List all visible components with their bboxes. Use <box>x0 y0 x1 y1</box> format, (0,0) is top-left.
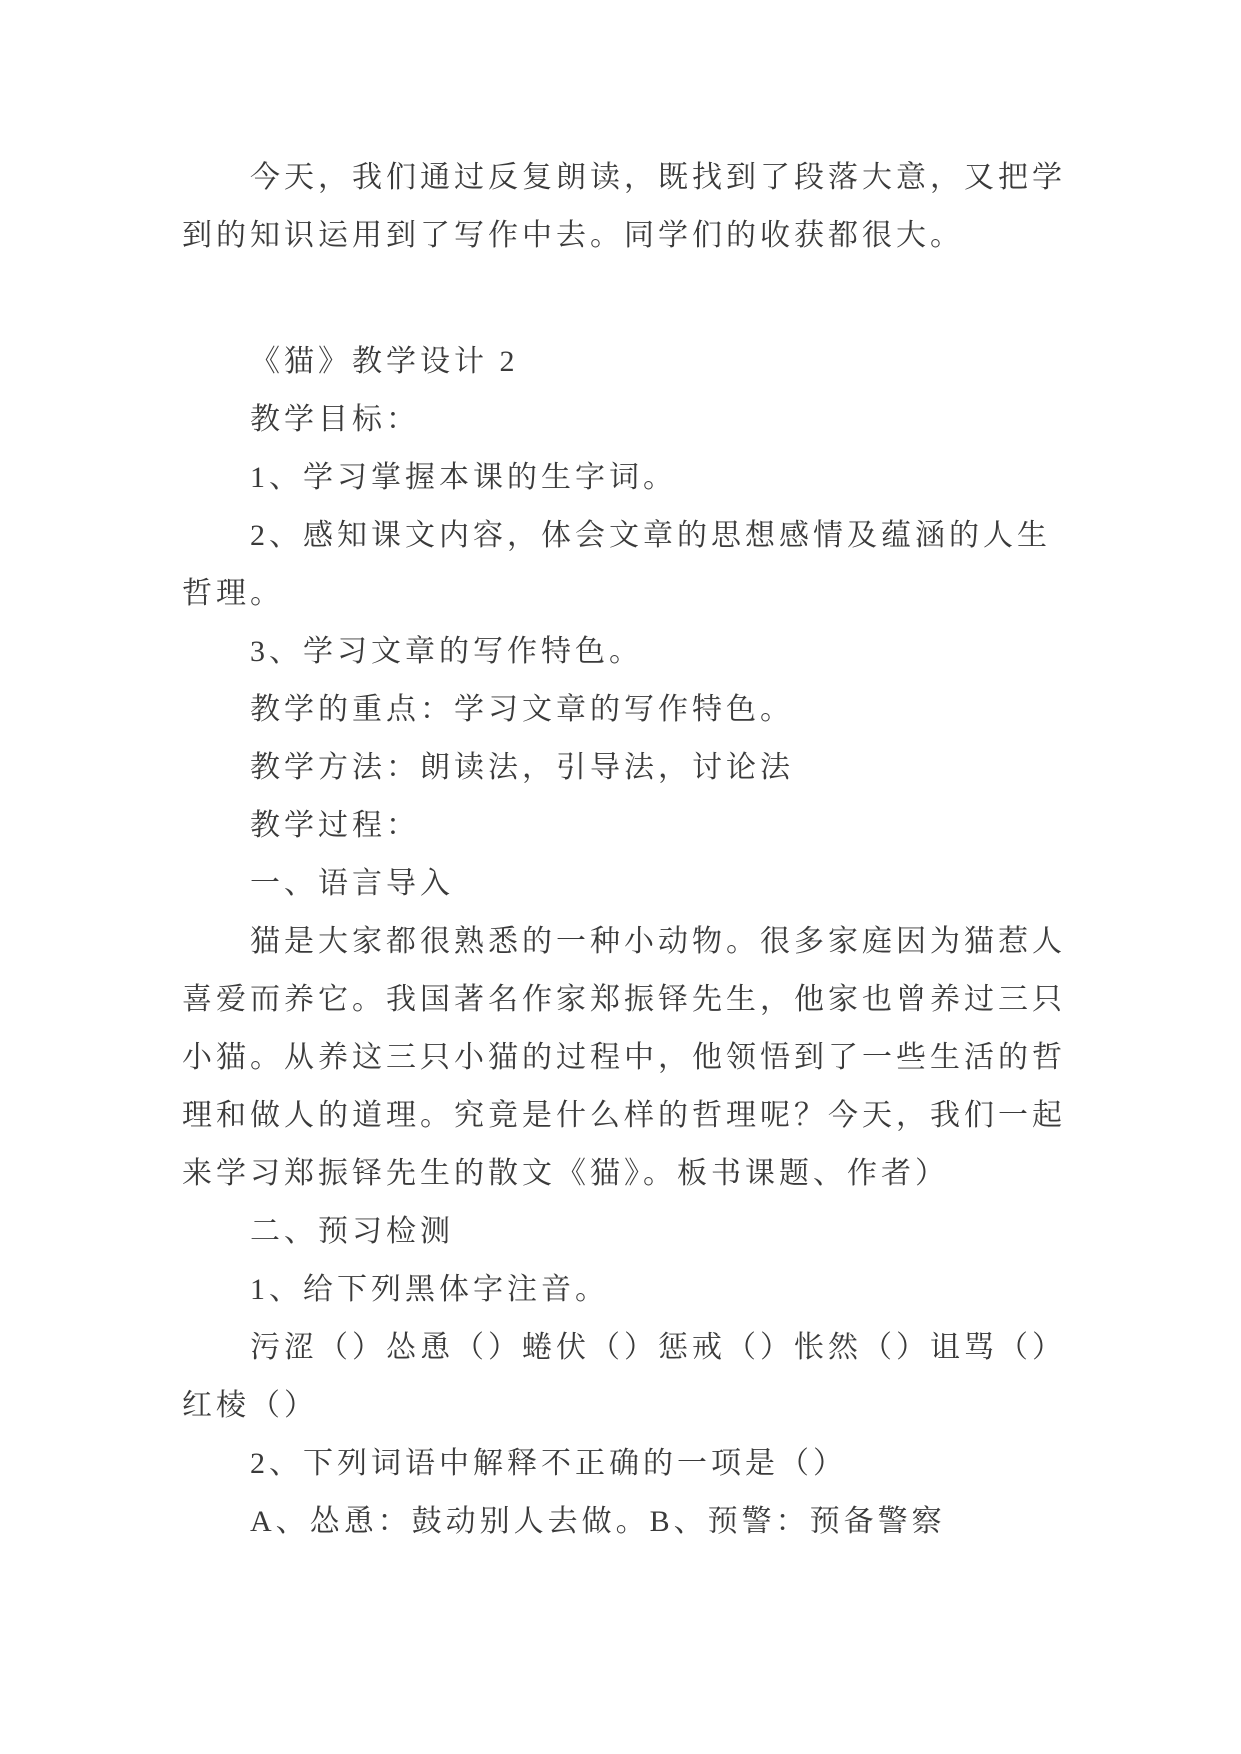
section-2-heading: 二、预习检测 <box>250 1215 454 1248</box>
quiz-item-1-words-line-2: 红棱（） <box>182 1389 318 1422</box>
paragraph-summary-line-1: 今天，我们通过反复朗读，既找到了段落大意，又把学 <box>250 161 1066 194</box>
teaching-process-heading: 教学过程： <box>250 809 420 842</box>
paragraph-summary-line-2: 到的知识运用到了写作中去。同学们的收获都很大。 <box>182 219 964 252</box>
document-lines <box>182 149 1102 1551</box>
goal-item-2-line-2: 哲理。 <box>182 577 284 610</box>
doc-title-line: 《猫》教学设计 2 <box>250 345 519 378</box>
intro-paragraph-line-3: 小猫。从养这三只小猫的过程中，他领悟到了一些生活的哲 <box>182 1041 1066 1074</box>
quiz-item-2-options: A、怂恿：鼓动别人去做。B、预警：预备警察 <box>250 1505 946 1538</box>
goal-item-3: 3、学习文章的写作特色。 <box>250 635 643 668</box>
teaching-methods-line: 教学方法：朗读法，引导法，讨论法 <box>250 751 794 784</box>
intro-paragraph-line-2: 喜爱而养它。我国著名作家郑振铎先生，他家也曾养过三只 <box>182 983 1066 1016</box>
quiz-item-1-prompt: 1、给下列黑体字注音。 <box>250 1273 609 1306</box>
teaching-goals-heading: 教学目标： <box>250 403 420 436</box>
blank-line <box>182 265 1102 333</box>
intro-paragraph-line-5: 来学习郑振铎先生的散文《猫》。板书课题、作者） <box>182 1157 949 1190</box>
teaching-focus-line: 教学的重点：学习文章的写作特色。 <box>250 693 794 726</box>
goal-item-2-line-1: 2、感知课文内容，体会文章的思想感情及蕴涵的人生 <box>250 519 1051 552</box>
intro-paragraph-line-4: 理和做人的道理。究竟是什么样的哲理呢？今天，我们一起 <box>182 1099 1066 1132</box>
goal-item-1: 1、学习掌握本课的生字词。 <box>250 461 677 494</box>
quiz-item-1-words-line-1: 污涩（）怂恿（）蜷伏（）惩戒（）怅然（）诅骂（） <box>250 1331 1066 1364</box>
section-1-heading: 一、语言导入 <box>250 867 454 900</box>
intro-paragraph-line-1: 猫是大家都很熟悉的一种小动物。很多家庭因为猫惹人 <box>250 925 1066 958</box>
quiz-item-2-prompt: 2、下列词语中解释不正确的一项是（） <box>250 1447 847 1480</box>
